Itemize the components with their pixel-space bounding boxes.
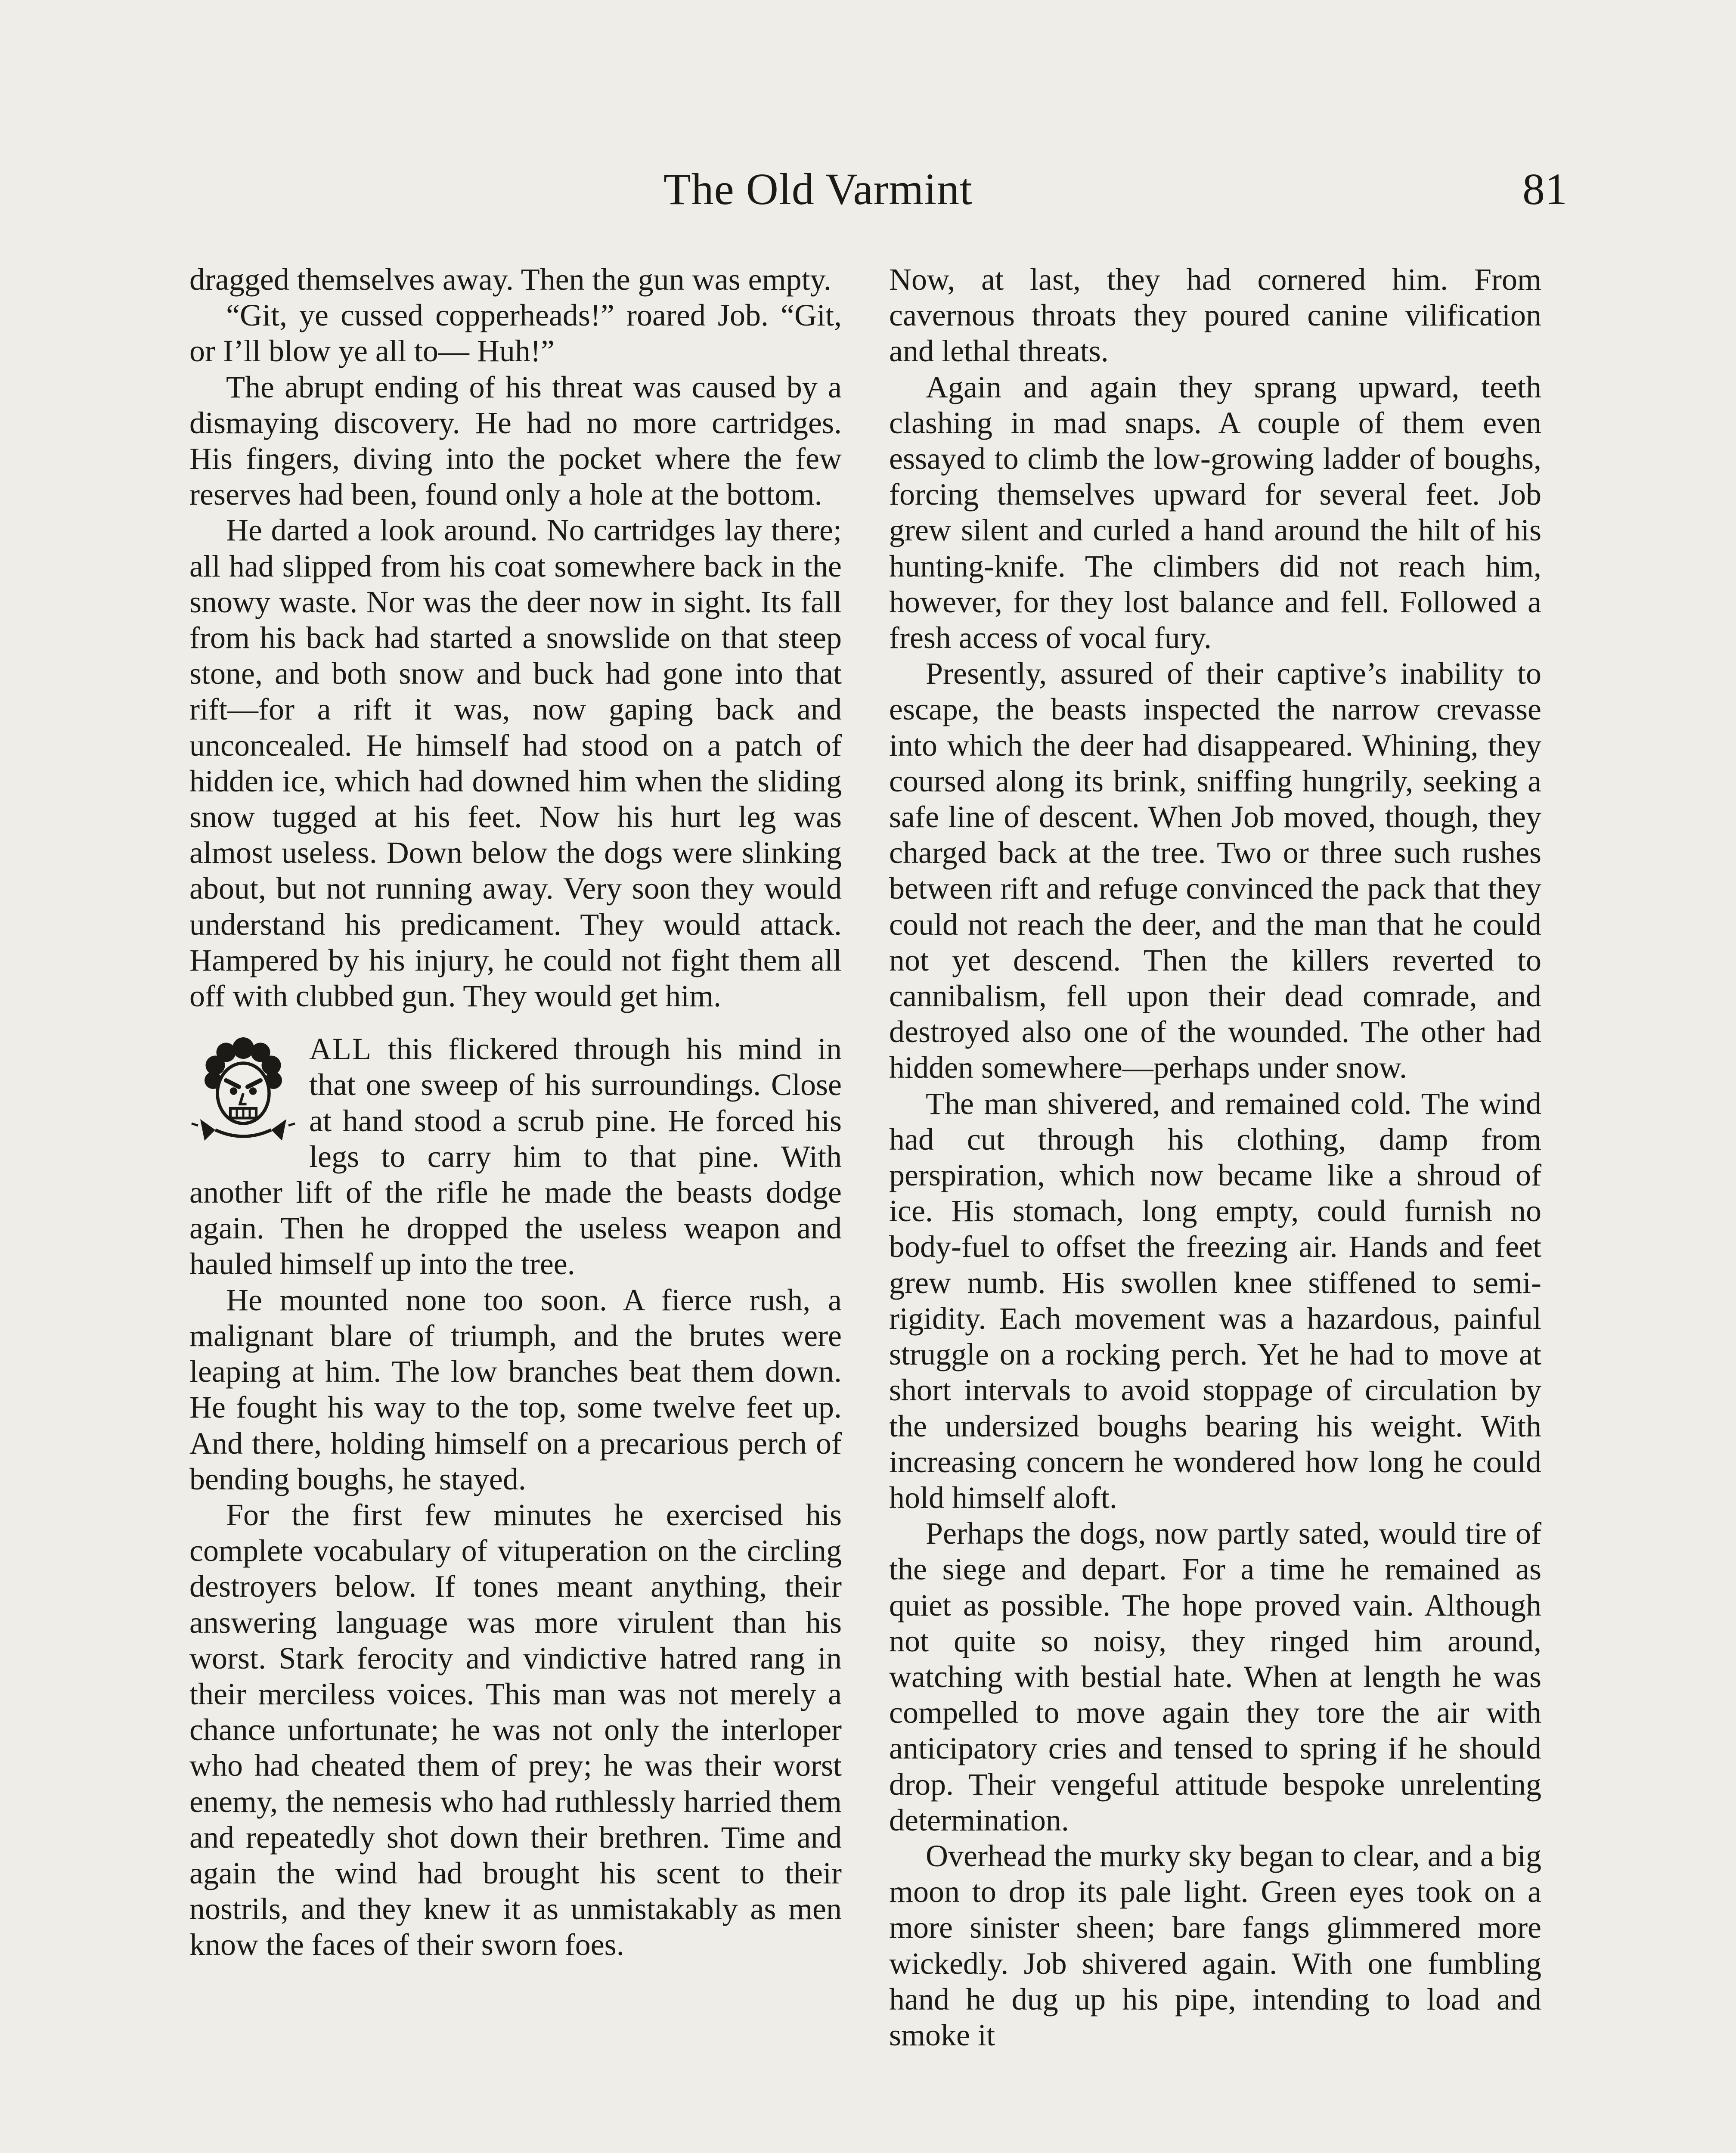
running-title: The Old Varmint — [663, 164, 973, 214]
angry-face-vignette-icon — [189, 1033, 297, 1145]
paragraph: Perhaps the dogs, now partly sated, would tire of the siege and depart. For a time he remained as quiet as possible. The hope proved vain. Although not quite so noisy, they ringed him around, watching with bestial hate. When at length he was compelled to move again they tore the air with anticipatory cries and tensed to spring if he should drop. Their vengeful attitude bespoke unrelenting determination. — [889, 1516, 1541, 1837]
paragraph: “Git, ye cussed copperheads!” roared Job. “Git, or I’ll blow ye all to— Huh!” — [189, 298, 842, 369]
paragraph: For the first few minutes he exercised his complete vocabulary of vituperation on the circling destroyers below. If tones meant anything, their answering language was more virulent than his worst. Stark ferocity and vindictive hatred rang in their merciless voices. This man was not merely a chance unfortunate; he was not only the interloper who had cheated them of prey; he was their worst enemy, the nemesis who had ruthlessly harried them and repeatedly shot down their brethren. Time and again the wind had brought his scent to their nostrils, and they knew it as unmistakably as men know the faces of their sworn foes. — [189, 1497, 842, 1962]
paragraph: Presently, assured of their captive’s inability to escape, the beasts inspected the narrow crevasse into which the deer had disappeared. Whining, they coursed along its brink, sniffing hungrily, seeking a safe line of descent. When Job moved, though, they charged back at the tree. Two or three such rushes between rift and refuge convinced the pack that they could not reach the deer, and the man that he could not yet descend. Then the killers reverted to cannibalism, fell upon their dead comrade, and destroyed also one of the wounded. The other had hidden somewhere—perhaps under snow. — [889, 656, 1541, 1085]
paragraph: The abrupt ending of his threat was caused by a dismaying discovery. He had no more cartridges. His fingers, diving into the pocket where the few reserves had been, found only a hole at the bottom. — [189, 369, 842, 512]
paragraph: He darted a look around. No cartridges lay there; all had slipped from his coat somewhere back in the snowy waste. Nor was the deer now in sight. Its fall from his back had started a snowslide on that steep stone, and both snow and buck had gone into that rift—for a rift it was, now gaping back and unconcealed. He himself had stood on a patch of hidden ice, which had downed him when the sliding snow tugged at his feet. Now his hurt leg was almost useless. Down below the dogs were slinking about, but not running away. Very soon they would understand his predicament. They would attack. Hampered by his injury, he could not fight them all off with clubbed gun. They would get him. — [189, 513, 842, 1014]
paragraph: He mounted none too soon. A fierce rush, a malignant blare of triumph, and the brutes were leaping at him. The low branches beat them down. He fought his way to the top, some twelve feet up. And there, holding himself on a precarious perch of bending boughs, he stayed. — [189, 1282, 842, 1496]
right-column — [889, 262, 1541, 2053]
paragraph-text: this flickered through his mind in that one sweep of his surroundings. Close at hand stood a scrub pine. He forced his legs to carry him to that pine. With another lift of the rifle he made the beasts dodge again. Then he dropped the useless weapon and hauled himself up into the tree. — [189, 1032, 842, 1281]
illustrated-paragraph — [189, 1031, 842, 1282]
paragraph: Again and again they sprang upward, teeth clashing in mad snaps. A couple of them even essayed to climb the low-growing ladder of boughs, forcing themselves upward for several feet. Job grew silent and curled a hand around the hilt of his hunting-knife. The climbers did not reach him, however, for they lost balance and fell. Followed a fresh access of vocal fury. — [889, 369, 1541, 655]
drop-lead-word: ALL — [309, 1032, 372, 1067]
paragraph: dragged themselves away. Then the gun was empty. — [189, 262, 831, 297]
paragraph: Overhead the murky sky began to clear, and a big moon to drop its pale light. Green eyes took on a more sinister sheen; bare fangs glimmered more wickedly. Job shivered again. With one fumbling hand he dug up his pipe, intending to load and smoke it — [889, 1838, 1541, 2052]
paragraph: The man shivered, and remained cold. The wind had cut through his clothing, damp from perspiration, which now became like a shroud of ice. His stomach, long empty, could furnish no body-fuel to offset the freezing air. Hands and feet grew numb. His swollen knee stiffened to semi-rigidity. Each movement was a hazardous, painful struggle on a rocking perch. Yet he had to move at short intervals to avoid stoppage of circulation by the undersized boughs bearing his weight. With increasing concern he wondered how long he could hold himself aloft. — [889, 1086, 1541, 1515]
left-column — [189, 262, 842, 1963]
paragraph: Now, at last, they had cornered him. From cavernous throats they poured canine vilification and lethal threats. — [889, 262, 1541, 369]
page-number: 81 — [1522, 164, 1567, 214]
